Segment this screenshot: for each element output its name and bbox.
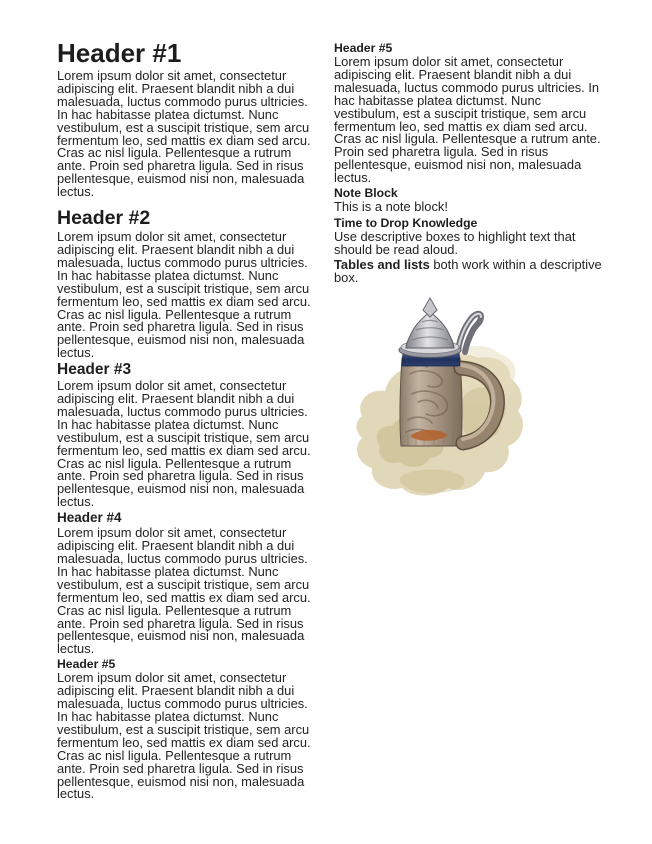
note-block-text: This is a note block! [334,199,448,215]
section-5 [57,658,311,801]
header-4: Header #4 [57,510,122,526]
section-1-paragraph: Lorem ipsum dolor sit amet, consectetur adipiscing elit. Praesent blandit nibh a dui malesuada, luctus commodo purus ultricies. In hac habitasse platea dictumst. Nunc vestibulum, est a suscipit tristique, sem arcu fermentum leo, sed mattis ex diam sed arcu. Cras ac nisl ligula. Pellentesque a rutrum ante. Proin sed pharetra ligula. Sed in risus pellentesque, euismod nisi non, malesuada lectus. [57,68,311,200]
left-column [57,40,311,801]
section-2-paragraph: Lorem ipsum dolor sit amet, consectetur adipiscing elit. Praesent blandit nibh a dui malesuada, luctus commodo purus ultricies. In hac habitasse platea dictumst. Nunc vestibulum, est a suscipit tristique, sem arcu fermentum leo, sed mattis ex diam sed arcu. Cras ac nisl ligula. Pellentesque a rutrum ante. Proin sed pharetra ligula. Sed in risus pellentesque, euismod nisi non, malesuada lectus. [57,229,311,361]
section-right-5 [334,42,602,185]
stein-lid [399,298,461,358]
right-header-5: Header #5 [334,41,393,55]
header-5: Header #5 [57,657,116,672]
section-3-paragraph: Lorem ipsum dolor sit amet, consectetur adipiscing elit. Praesent blandit nibh a dui malesuada, luctus commodo purus ultricies. In hac habitasse platea dictumst. Nunc vestibulum, est a suscipit tristique, sem arcu fermentum leo, sed mattis ex diam sed arcu. Cras ac nisl ligula. Pellentesque a rutrum ante. Proin sed pharetra ligula. Sed in risus pellentesque, euismod nisi non, malesuada lectus. [57,378,311,510]
section-3 [57,362,311,509]
note-block-title: Note Block [334,186,398,201]
section-right-5-paragraph: Lorem ipsum dolor sit amet, consectetur adipiscing elit. Praesent blandit nibh a dui malesuada, luctus commodo purus ultricies. In hac habitasse platea dictumst. Nunc vestibulum, est a suscipit tristique, sem arcu fermentum leo, sed mattis ex diam sed arcu. Cras ac nisl ligula. Pellentesque a rutrum ante. Proin sed pharetra ligula. Sed in risus pellentesque, euismod nisi non, malesuada lectus. [334,54,601,186]
beer-stein-image [350,296,530,508]
section-4 [57,511,311,656]
tables-note-rest: both work within a descriptive box. [334,256,602,285]
section-4-paragraph: Lorem ipsum dolor sit amet, consectetur adipiscing elit. Praesent blandit nibh a dui malesuada, luctus commodo purus ultricies. In hac habitasse platea dictumst. Nunc vestibulum, est a suscipit tristique, sem arcu fermentum leo, sed mattis ex diam sed arcu. Cras ac nisl ligula. Pellentesque a rutrum ante. Proin sed pharetra ligula. Sed in risus pellentesque, euismod nisi non, malesuada lectus. [57,525,311,657]
tables-note [334,256,602,285]
header-2: Header #2 [57,207,151,230]
section-5-paragraph: Lorem ipsum dolor sit amet, consectetur adipiscing elit. Praesent blandit nibh a dui malesuada, luctus commodo purus ultricies. In hac habitasse platea dictumst. Nunc vestibulum, est a suscipit tristique, sem arcu fermentum leo, sed mattis ex diam sed arcu. Cras ac nisl ligula. Pellentesque a rutrum ante. Proin sed pharetra ligula. Sed in risus pellentesque, euismod nisi non, malesuada lectus. [57,670,311,802]
stein-body [400,358,462,446]
section-1 [57,40,311,199]
section-2 [57,208,311,360]
knowledge-text: Use descriptive boxes to highlight text that should be read aloud. [334,228,576,257]
knowledge-title: Time to Drop Knowledge [334,215,478,230]
header-3: Header #3 [57,361,132,379]
beer-stein-svg [350,296,530,508]
stein-finial [423,298,437,317]
tables-note-bold: Tables and lists [334,256,430,272]
header-1: Header #1 [57,38,182,68]
right-column [334,40,602,285]
